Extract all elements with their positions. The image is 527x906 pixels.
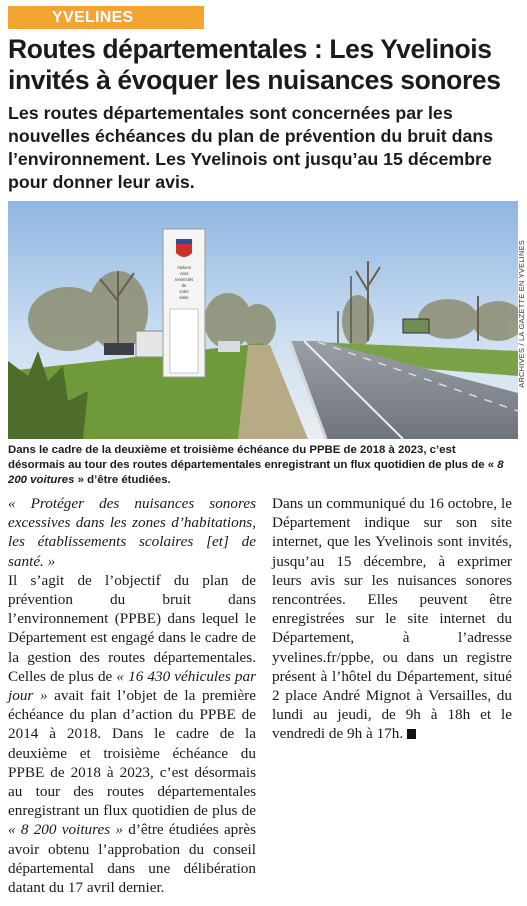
sign-line-6: visite [179, 295, 189, 300]
photo-credit: ARCHIVES / LA GAZETTE EN YVELINES [517, 240, 526, 388]
caption-emphasis: 8 200 voitures [8, 459, 504, 486]
body-paragraph-1-part-a: Il s’agit de l’objectif du plan de prévention du bruit dans l’environnement (PPBE) dans lequel le Département est engagé dans le cadre de la gestion des routes départementales. Celles de plus de [8, 571, 256, 685]
article-photo [8, 201, 518, 439]
body-quote-cars: « 8 200 voitures » [8, 821, 123, 839]
sign-line-3: remerciés [174, 277, 194, 282]
article-body-column-1 [8, 494, 256, 897]
road-scene-illustration [8, 201, 518, 439]
body-paragraph-1-part-b: avait fait l’objet de la première échéance du plan d’action du PPBE de 2014 à 2018. Dans le cadre de la deuxième et troisième échéance du PPBE de 2018 à 2023, c’est désormais au tour des routes départementales enregistrant un flux quotidien de plus de [8, 687, 256, 820]
end-of-article-mark [407, 729, 416, 739]
sign-line-5: votre [179, 289, 189, 294]
body-paragraph-1 [8, 571, 256, 897]
body-paragraph-1-part-c: d’être étudiées après avoir obtenu l’approbation du conseil départemental dans une délibération datant du 17 avril dernier. [8, 821, 256, 897]
body-paragraph-2-text: Dans un communiqué du 16 octobre, le Département indique sur son site internet, que les Yvelinois sont invités, jusqu’au 15 décembre, à exprimer leurs avis sur les nuisances sonores rencontrées. Elles peuvent être enregistrées sur le site internet du Département, à l’adresse yvelines.fr/ppbe, ou dans un registre présent à l’hôtel du Département, situé 2 place André Mignot à Versailles, du lundi au jeudi, de 9h à 18h et le vendredi de 9h à 17h. [272, 495, 512, 743]
municipal-sign [163, 229, 205, 377]
opening-quote: « Protéger des nuisances sonores excessives dans les zones d’habitations, les établissements scolaires [et] de santé. » [8, 495, 256, 570]
caption-text-before: Dans le cadre de la deuxième et troisième échéance du PPBE de 2018 à 2023, c’est désormais au tour des routes départementales enregistrant un flux quotidien de plus de « [8, 444, 498, 471]
article-body-column-2 [272, 494, 512, 744]
standfirst: Les routes départementales sont concernées par les nouvelles échéances du plan de prévention du bruit dans l’environnement. Les Yvelinois ont jusqu’au 15 décembre pour donner leur avis. [8, 103, 494, 192]
sign-line-4: de [181, 283, 187, 288]
sign-line-1: Ateliers [177, 265, 191, 270]
sign-line-2: vous [179, 271, 189, 276]
body-paragraph-2 [272, 494, 512, 744]
headline: Routes départementales : Les Yvelinois invités à évoquer les nuisances sonores [8, 34, 501, 95]
photo-caption [8, 443, 514, 488]
caption-text-after: » d’être étudiées. [74, 474, 171, 486]
body-quote-vehicles: « 16 430 véhicules par jour » [8, 667, 256, 705]
section-tag: YVELINES [8, 6, 204, 29]
